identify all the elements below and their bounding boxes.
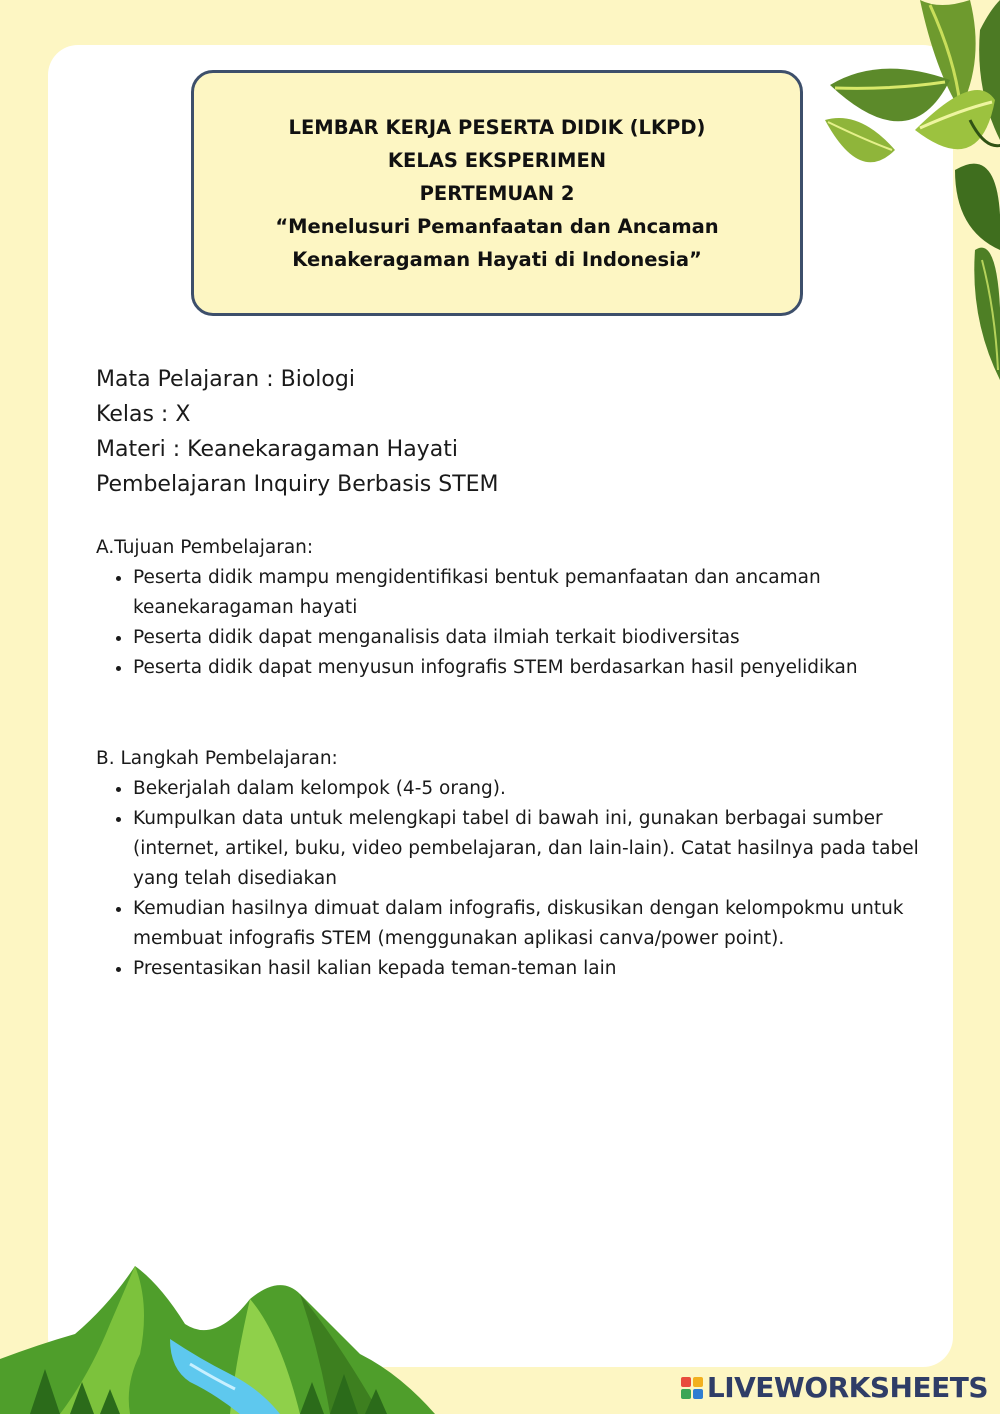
title-box <box>191 70 803 316</box>
steps-section <box>96 744 923 984</box>
objectives-heading: A.Tujuan Pembelajaran: <box>96 537 314 558</box>
mountain-river-icon <box>0 1264 440 1414</box>
title-line-4: “Menelusuri Pemanfaatan dan Ancaman <box>275 214 719 238</box>
list-item: • Kumpulkan data untuk melengkapi tabel di bawah ini, gunakan berbagai sumber (internet, artikel, buku, video pembelajaran, dan lain-lain). Catat hasilnya pada tabel yang telah disediakan <box>133 804 923 894</box>
model-line: Pembelajaran Inquiry Berbasis STEM <box>96 472 499 497</box>
material-line: Materi : Keanekaragaman Hayati <box>96 437 458 462</box>
lesson-info <box>96 362 499 502</box>
list-item: • Bekerjalah dalam kelompok (4-5 orang). <box>133 774 923 804</box>
list-item: • Presentasikan hasil kalian kepada teman-teman lain <box>133 954 923 984</box>
list-item: • Kemudian hasilnya dimuat dalam infografis, diskusikan dengan kelompokmu untuk membuat infografis STEM (menggunakan aplikasi canva/power point). <box>133 894 923 954</box>
list-item: • Peserta didik mampu mengidentifikasi bentuk pemanfaatan dan ancaman keanekaragaman hayati <box>133 563 923 623</box>
steps-list <box>96 774 923 984</box>
liveworksheets-logo-icon <box>681 1377 703 1399</box>
class-line: Kelas : X <box>96 402 191 427</box>
list-item: • Peserta didik dapat menganalisis data ilmiah terkait biodiversitas <box>133 623 923 653</box>
brand-logo[interactable] <box>681 1371 988 1404</box>
title-line-2: KELAS EKSPERIMEN <box>387 148 607 172</box>
objectives-section <box>96 533 923 683</box>
list-item: • Peserta didik dapat menyusun infografis STEM berdasarkan hasil penyelidikan <box>133 653 923 683</box>
subject-line: Mata Pelajaran : Biologi <box>96 367 355 392</box>
steps-heading: B. Langkah Pembelajaran: <box>96 748 338 769</box>
objectives-list <box>96 563 923 683</box>
title-line-5: Kenakeragaman Hayati di Indonesia” <box>292 247 702 271</box>
title-line-1: LEMBAR KERJA PESERTA DIDIK (LKPD) <box>288 115 706 139</box>
leaf-decoration-icon <box>770 0 1000 380</box>
title-line-3: PERTEMUAN 2 <box>419 181 575 205</box>
brand-name: LIVEWORKSHEETS <box>706 1371 988 1404</box>
